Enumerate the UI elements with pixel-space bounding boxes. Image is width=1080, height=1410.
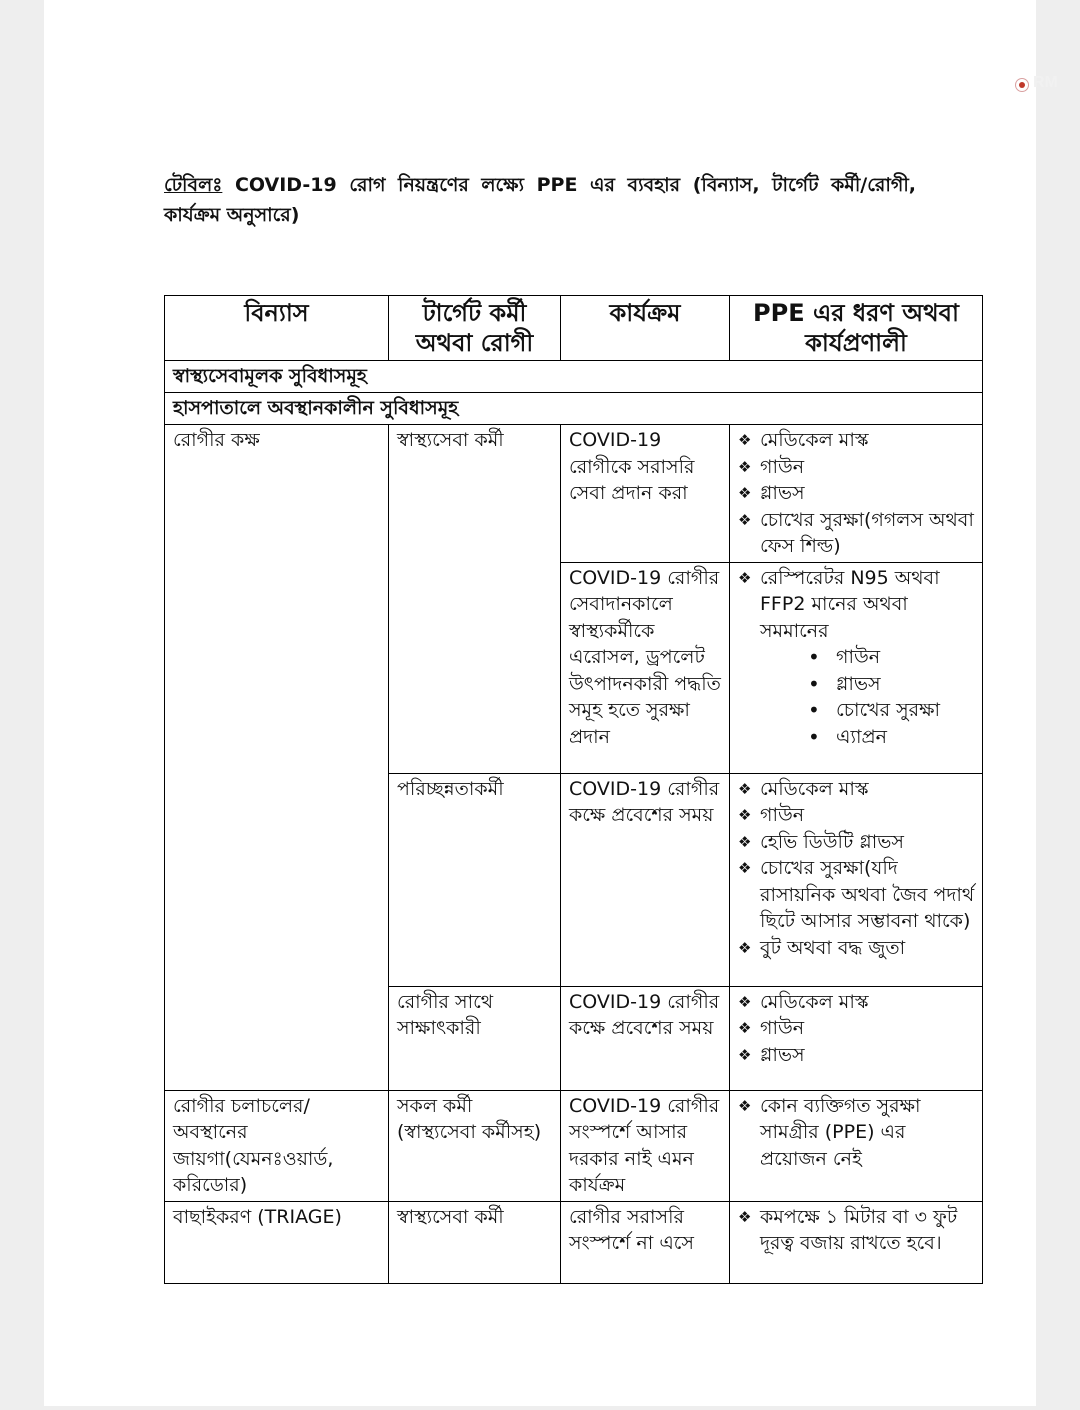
cell-activity: রোগীর সরাসরি সংস্পর্শে না এসে xyxy=(561,1201,730,1283)
cell-target: রোগীর সাথে সাক্ষাৎকারী xyxy=(389,986,561,1090)
cell-target: সকল কর্মী (স্বাস্থ্যসেবা কর্মীসহ) xyxy=(389,1090,561,1201)
ppe-item: ❖ হেভি ডিউটি গ্লাভস xyxy=(738,829,976,856)
ppe-item: ❖ গ্লাভস xyxy=(738,480,976,507)
cell-activity: COVID-19 রোগীর কক্ষে প্রবেশের সময় xyxy=(561,773,730,986)
record-icon[interactable] xyxy=(1015,78,1029,92)
caption-lead: টেবিলঃ xyxy=(164,174,223,196)
table-row xyxy=(165,1090,983,1201)
ppe-item: ❖ গাউন xyxy=(738,802,976,829)
header-activity: কার্যক্রম xyxy=(561,296,730,361)
ppe-item: ❖ চোখের সুরক্ষা(গগলস অথবা ফেস শিল্ড) xyxy=(738,507,976,560)
ppe-item: ❖ বুট অথবা বদ্ধ জুতা xyxy=(738,935,976,962)
table-row xyxy=(165,1201,983,1283)
ppe-subitem: • গাউন xyxy=(808,644,976,671)
cell-setting: বাছাইকরণ (TRIAGE) xyxy=(165,1201,389,1283)
table-caption xyxy=(164,170,916,230)
ppe-subitem: • গ্লাভস xyxy=(808,671,976,698)
ppe-item: ❖ মেডিকেল মাস্ক xyxy=(738,989,976,1016)
ppe-item: ❖ গাউন xyxy=(738,1015,976,1042)
ppe-item: ❖ কোন ব্যক্তিগত সুরক্ষা সামগ্রীর (PPE) এর প্রয়োজন নেই xyxy=(738,1093,976,1173)
cell-setting: রোগীর চলাচলের/অবস্থানের জায়গা(যেমনঃওয়ার্ড, করিডোর) xyxy=(165,1090,389,1201)
cell-ppe xyxy=(730,986,983,1090)
header-ppe: PPE এর ধরণ অথবা কার্যপ্রণালী xyxy=(730,296,983,361)
section-row xyxy=(165,361,983,393)
caption-text: COVID-19 রোগ নিয়ন্ত্রণের লক্ষ্যে PPE এর ব্যবহার (বিন্যাস, টার্গেট কর্মী/রোগী, কার্যক্রম অনুসারে) xyxy=(164,174,916,226)
section-inpatient-facilities: হাসপাতালে অবস্থানকালীন সুবিধাসমূহ xyxy=(165,393,983,425)
ppe-item: ❖ গ্লাভস xyxy=(738,1042,976,1069)
cell-activity: COVID-19 রোগীর সংস্পর্শে আসার দরকার নাই এমন কার্যক্রম xyxy=(561,1090,730,1201)
ppe-item: ❖ গাউন xyxy=(738,454,976,481)
cell-ppe xyxy=(730,425,983,563)
ppe-subitem: • এ্যাপ্রন xyxy=(808,724,976,751)
ppe-item: ❖ চোখের সুরক্ষা(যদি রাসায়নিক অথবা জৈব পদার্থ ছিটে আসার সম্ভাবনা থাকে) xyxy=(738,855,976,935)
ppe-item: ❖ মেডিকেল মাস্ক xyxy=(738,427,976,454)
ppe-item: ❖ মেডিকেল মাস্ক xyxy=(738,776,976,803)
section-row xyxy=(165,393,983,425)
ppe-subitem: • চোখের সুরক্ষা xyxy=(808,697,976,724)
ppe-item: ❖ কমপক্ষে ১ মিটার বা ৩ ফুট দূরত্ব বজায় রাখতে হবে। xyxy=(738,1204,976,1257)
cell-activity: COVID-19 রোগীকে সরাসরি সেবা প্রদান করা xyxy=(561,425,730,563)
cell-ppe xyxy=(730,562,983,773)
ppe-item: ❖ রেস্পিরেটর N95 অথবা FFP2 মানের অথবা সমমানের xyxy=(738,565,976,645)
header-target: টার্গেট কর্মী অথবা রোগী xyxy=(389,296,561,361)
cell-activity: COVID-19 রোগীর সেবাদানকালে স্বাস্থ্যকর্মীকে এরোসল, ড্রপলেট উৎপাদনকারী পদ্ধতি সমূহ হতে সুরক্ষা প্রদান xyxy=(561,562,730,773)
table-row xyxy=(165,425,983,563)
record-label: RM xyxy=(1033,74,1058,91)
cell-activity: COVID-19 রোগীর কক্ষে প্রবেশের সময় xyxy=(561,986,730,1090)
cell-target: স্বাস্থ্যসেবা কর্মী xyxy=(389,1201,561,1283)
cell-ppe xyxy=(730,1201,983,1283)
cell-target: পরিচ্ছন্নতাকর্মী xyxy=(389,773,561,986)
cell-target: স্বাস্থ্যসেবা কর্মী xyxy=(389,425,561,774)
header-row xyxy=(165,296,983,361)
cell-ppe xyxy=(730,1090,983,1201)
ppe-table xyxy=(164,295,983,1284)
cell-ppe xyxy=(730,773,983,986)
cell-setting: রোগীর কক্ষ xyxy=(165,425,389,1091)
section-healthcare-facilities: স্বাস্থ্যসেবামূলক সুবিধাসমূহ xyxy=(165,361,983,393)
header-setting: বিন্যাস xyxy=(165,296,389,361)
